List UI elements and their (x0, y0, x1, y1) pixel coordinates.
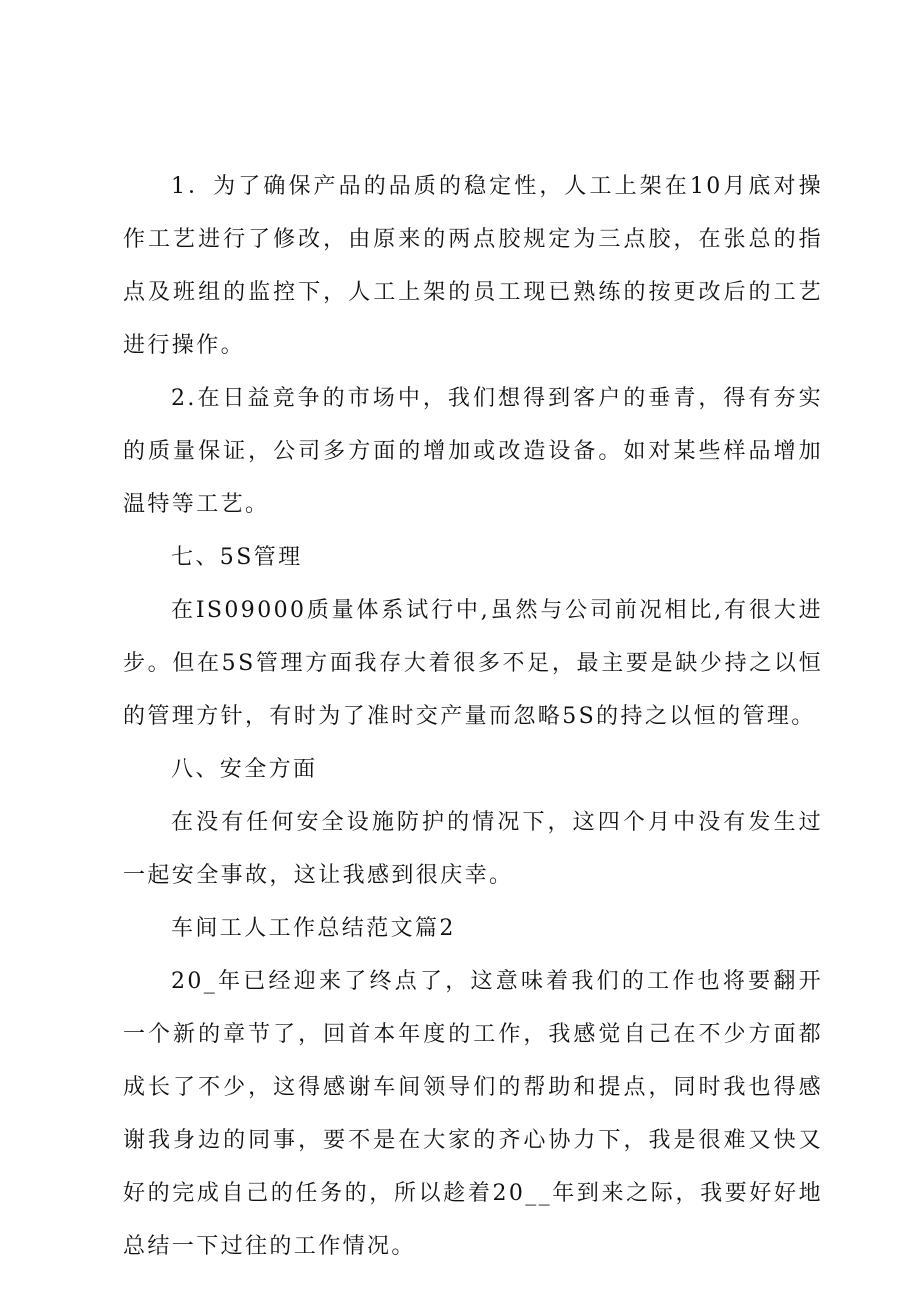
paragraph-year-summary: 20_年已经迎来了终点了，这意味着我们的工作也将要翻开一个新的章节了，回首本年度的工作，我感觉自己在不少方面都成长了不少，这得感谢车间领导们的帮助和提点，同时我也得感谢我身边的同事，要不是在大家的齐心协力下，我是很难又快又好的完成自己的任务的，所以趁着20__年到来之际，我要好好地总结一下过往的工作情况。 (123, 969, 823, 1259)
paragraph-equipment: 2.在日益竞争的市场中，我们想得到客户的垂青，得有夯实的质量保证，公司多方面的增加或改造设备。如对某些样品增加温特等工艺。 (123, 386, 823, 517)
heading-5s-management: 七、5S管理 (171, 545, 303, 570)
paragraph-process-change: 1．为了确保产品的品质的稳定性，人工上架在10月底对操作工艺进行了修改，由原来的两点胶规定为三点胶，在张总的指点及班组的监控下，人工上架的员工现已熟练的按更改后的工艺进行操作。 (123, 174, 823, 358)
paragraph-safety: 在没有任何安全设施防护的情况下，这四个月中没有发生过一起安全事故，这让我感到很庆幸。 (123, 810, 823, 888)
paragraph-5s: 在IS09000质量体系试行中,虽然与公司前况相比,有很大进步。但在5S管理方面我存大着很多不足，最主要是缺少持之以恒的管理方针，有时为了准时交产量而忽略5S的持之以恒的管理。 (123, 598, 823, 729)
heading-article-2: 车间工人工作总结范文篇2 (171, 916, 456, 941)
heading-safety: 八、安全方面 (171, 757, 318, 782)
document-body (123, 160, 823, 1273)
